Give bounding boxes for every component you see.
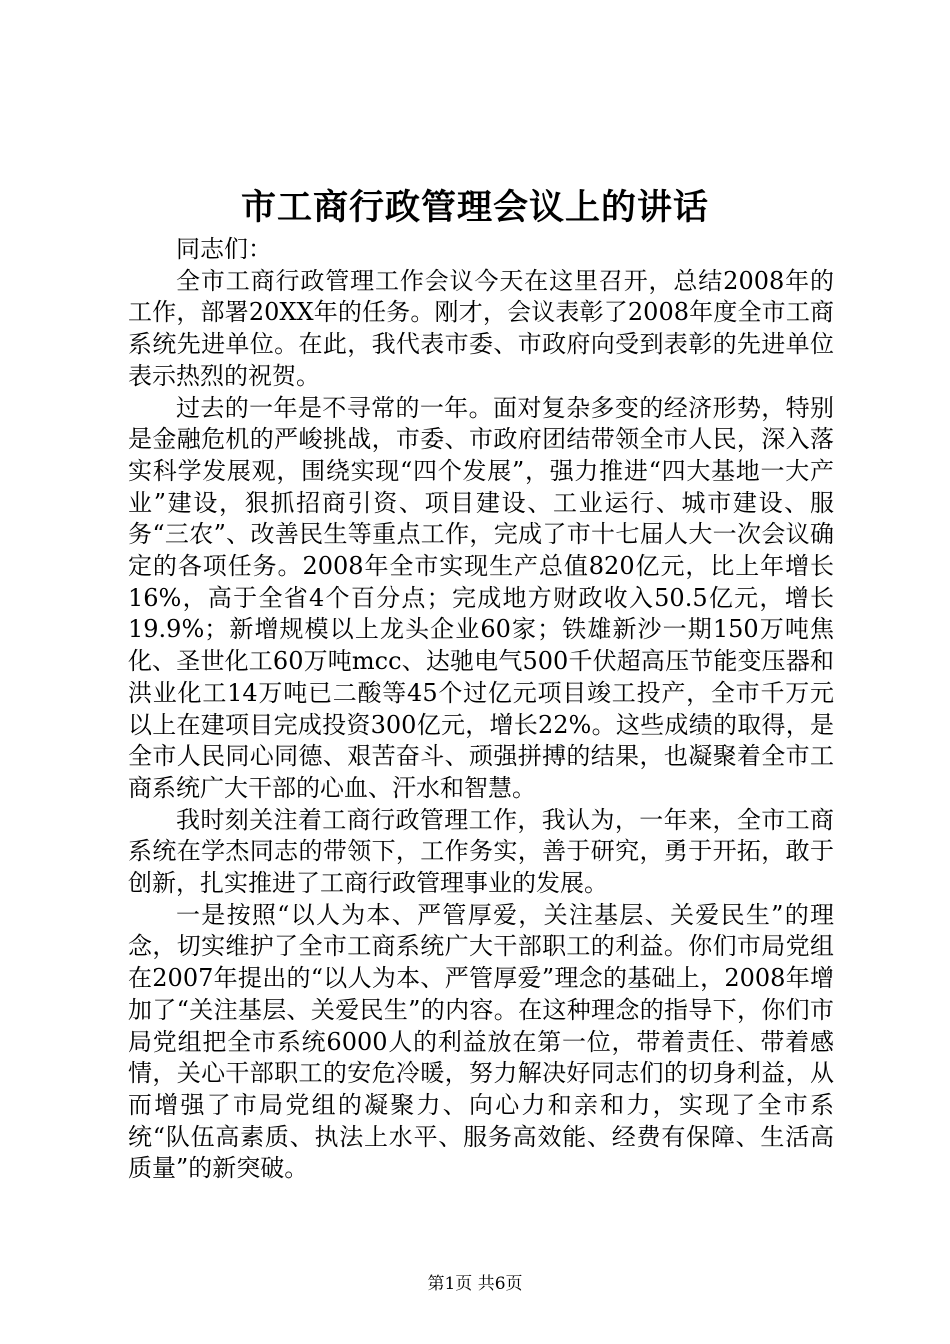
body-paragraph: 一是按照“以人为本、严管厚爱，关注基层、关爱民生”的理念，切实维护了全市工商系统广大干部职工的利益。你们市局党组在2007年提出的“以人为本、严管厚爱”理念的基础上，2008年增加了“关注基层、关爱民生”的内容。在这种理念的指导下，你们市局党组把全市系统6000人的利益放在第一位，带着责任、带着感情，关心干部职工的安危冷暖，努力解决好同志们的切身利益，从而增强了市局党组的凝聚力、向心力和亲和力，实现了全市系统“队伍高素质、执法上水平、服务高效能、经费有保障、生活高质量”的新突破。 xyxy=(128,900,834,1183)
page-number-footer: 第1页 共6页 xyxy=(427,1274,523,1294)
document-body xyxy=(128,234,834,1185)
page-title: 市工商行政管理会议上的讲话 xyxy=(240,187,709,228)
body-paragraph: 过去的一年是不寻常的一年。面对复杂多变的经济形势，特别是金融危机的严峻挑战，市委、市政府团结带领全市人民，深入落实科学发展观，围绕实现“四个发展”，强力推进“四大基地一大产业”建设，狠抓招商引资、项目建设、工业运行、城市建设、服务“三农”、改善民生等重点工作，完成了市十七届人大一次会议确定的各项任务。2008年全市实现生产总值820亿元，比上年增长16%，高于全省4个百分点；完成地方财政收入50.5亿元，增长19.9%；新增规模以上龙头企业60家；铁雄新沙一期150万吨焦化、圣世化工60万吨mcc、达驰电气500千伏超高压节能变压器和洪业化工14万吨已二酸等45个过亿元项目竣工投产，全市千万元以上在建项目完成投资300亿元，增长22%。这些成绩的取得，是全市人民同心同德、艰苦奋斗、顽强拼搏的结果，也凝聚着全市工商系统广大干部的心血、汗水和智慧。 xyxy=(128,393,834,802)
body-paragraph: 我时刻关注着工商行政管理工作，我认为，一年来，全市工商系统在学杰同志的带领下，工作务实，善于研究，勇于开拓，敢于创新，扎实推进了工商行政管理事业的发展。 xyxy=(128,805,834,898)
salutation-paragraph: 同志们： xyxy=(176,235,272,263)
body-paragraph: 全市工商行政管理工作会议今天在这里召开，总结2008年的工作，部署20XX年的任务。刚才，会议表彰了2008年度全市工商系统先进单位。在此，我代表市委、市政府向受到表彰的先进单位表示热烈的祝贺。 xyxy=(128,266,834,390)
